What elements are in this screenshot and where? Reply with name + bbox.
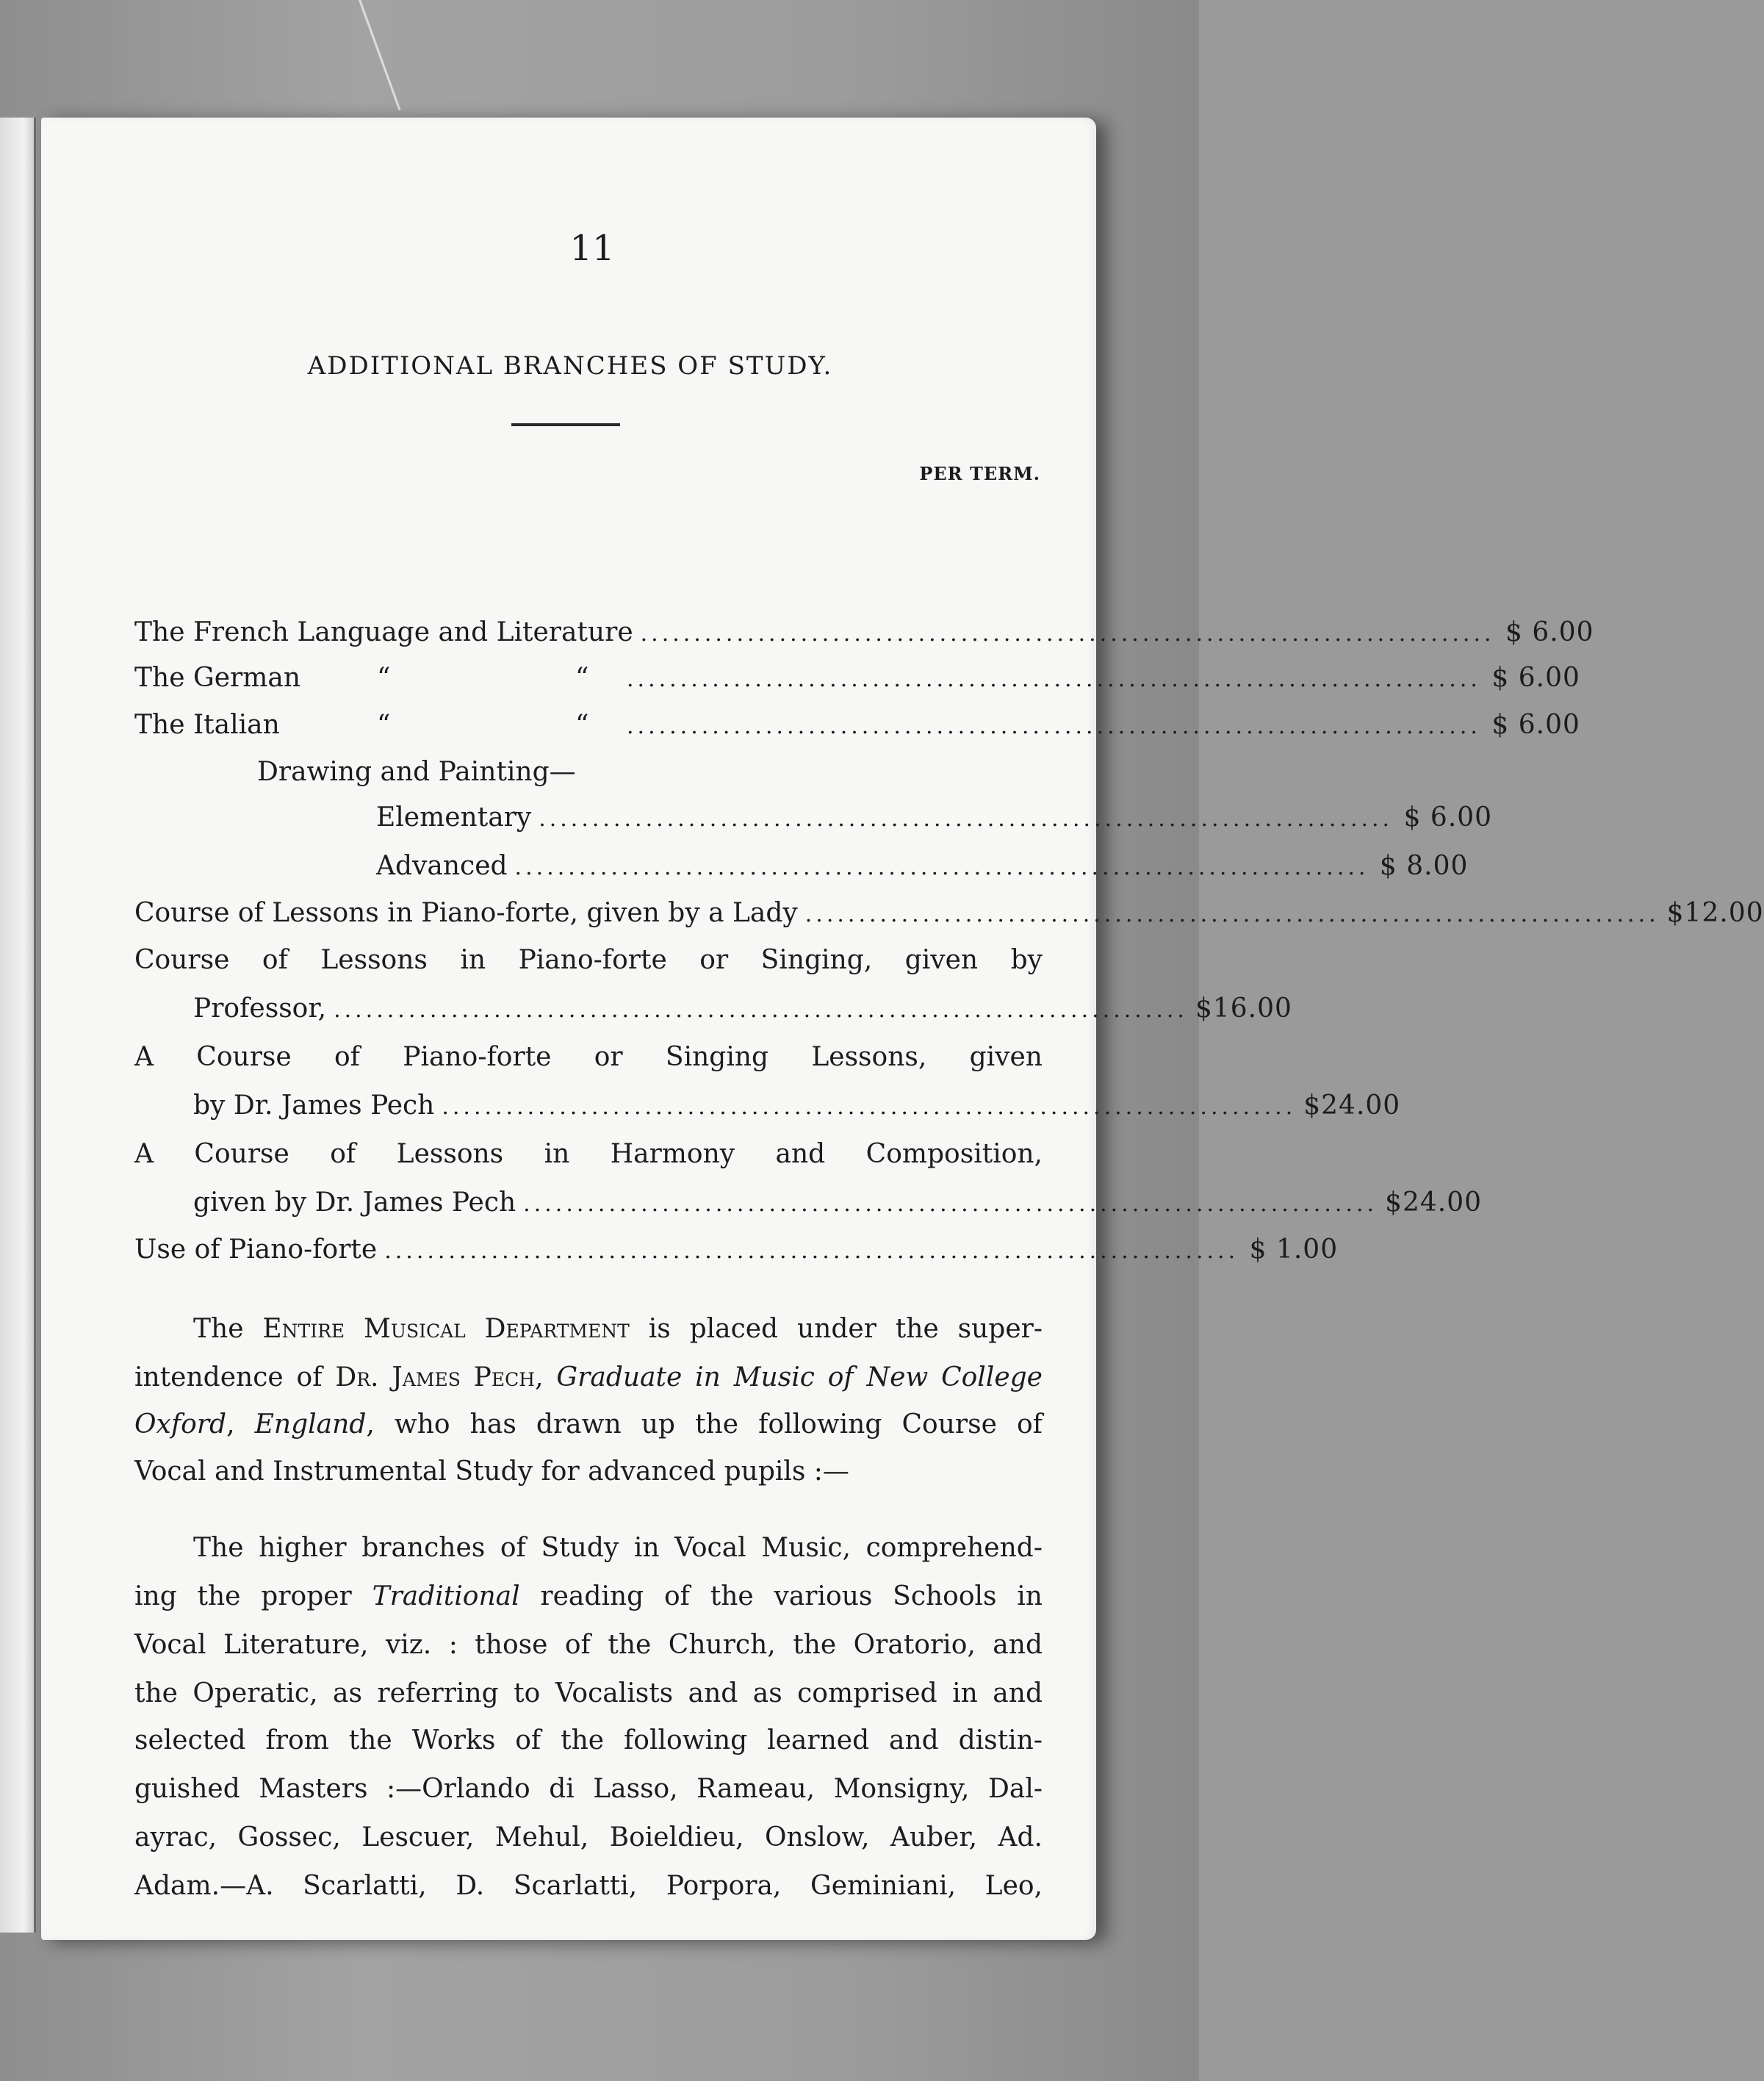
fee-label: given by Dr. James Pech xyxy=(193,1187,516,1218)
leader-dots: ................................................................................ xyxy=(523,1191,1378,1217)
fee-row-pech-lessons xyxy=(193,1090,1401,1129)
paragraph2-line5: selected from the Works of the following learned and distin- xyxy=(134,1725,1043,1755)
fee-amount: $ 6.00 xyxy=(1505,617,1594,647)
fee-row-italian xyxy=(134,710,1580,748)
fee-amount: $ 6.00 xyxy=(1491,710,1580,740)
paragraph2-line8: Adam.—A. Scarlatti, D. Scarlatti, Porpora, Geminiani, Leo, xyxy=(134,1871,1043,1901)
leader-dots: ................................................................................ xyxy=(334,997,1188,1023)
drawing-painting-subheading: Drawing and Painting— xyxy=(257,757,576,787)
page-number: 11 xyxy=(569,228,615,269)
fee-row-piano-lady xyxy=(134,898,1764,936)
ditto-mark: “ xyxy=(377,663,391,693)
fee-row-harmony xyxy=(193,1187,1483,1226)
fee-label: Course of Lessons in Piano-forte, given by a Lady xyxy=(134,898,798,928)
fee-amount: $ 6.00 xyxy=(1403,802,1493,833)
leader-dots: ................................................................................ xyxy=(384,1238,1239,1264)
fee-label: The French Language and Literature xyxy=(134,617,633,647)
leader-dots: ................................................................................ xyxy=(627,714,1481,739)
fee-amount: $ 1.00 xyxy=(1249,1234,1339,1265)
fee-row-piano-use xyxy=(134,1234,1339,1273)
fee-amount: $12.00 xyxy=(1666,898,1764,928)
fee-row-professor-line1: Course of Lessons in Piano-forte or Singing, given by xyxy=(134,945,1043,975)
paragraph2-line7: ayrac, Gossec, Lescuer, Mehul, Boieldieu, Onslow, Auber, Ad. xyxy=(134,1822,1043,1852)
leader-dots: ................................................................................ xyxy=(539,806,1394,832)
fee-row-pech-line1: A Course of Piano-forte or Singing Lessons, given xyxy=(134,1042,1043,1072)
paragraph1-line3: Oxford, England, who has drawn up the following Course of xyxy=(134,1409,1043,1440)
fee-row-advanced xyxy=(376,851,1469,889)
leader-dots: ................................................................................ xyxy=(640,621,1495,647)
fee-label: by Dr. James Pech xyxy=(193,1090,435,1121)
per-term-column-label: PER TERM. xyxy=(919,463,1040,484)
fee-label: Use of Piano-forte xyxy=(134,1234,378,1265)
ditto-mark: “ xyxy=(575,710,589,740)
fee-amount: $ 6.00 xyxy=(1491,663,1580,693)
fee-row-professor xyxy=(193,993,1292,1032)
paragraph1-line2: intendence of Dr. James Pech, Graduate in Music of New College xyxy=(134,1362,1043,1392)
paragraph2-line6: guished Masters :—Orlando di Lasso, Rameau, Monsigny, Dal- xyxy=(134,1774,1043,1804)
fee-row-french xyxy=(134,617,1594,655)
paragraph2-line2: ing the proper Traditional reading of the various Schools in xyxy=(134,1581,1043,1611)
fee-amount: $ 8.00 xyxy=(1379,851,1469,881)
fee-amount: $24.00 xyxy=(1385,1187,1483,1218)
fee-label: The German xyxy=(134,663,301,693)
ditto-mark: “ xyxy=(575,663,589,693)
leader-dots: ................................................................................ xyxy=(627,666,1481,692)
paragraph2-line1: The higher branches of Study in Vocal Music, comprehend- xyxy=(193,1533,1043,1563)
fee-row-harmony-line1: A Course of Lessons in Harmony and Composition, xyxy=(134,1139,1043,1169)
fee-label: Professor, xyxy=(193,993,327,1024)
fee-amount: $24.00 xyxy=(1303,1090,1401,1121)
fee-label: Elementary xyxy=(376,802,532,833)
leader-dots: ................................................................................ xyxy=(514,855,1369,880)
book-page xyxy=(41,118,1764,1940)
paragraph2-line4: the Operatic, as referring to Vocalists and as comprised in and xyxy=(134,1678,1043,1708)
leader-dots: ................................................................................ xyxy=(804,902,1660,927)
paragraph1-line4: Vocal and Instrumental Study for advanced pupils :— xyxy=(134,1456,849,1487)
leader-dots: ................................................................................ xyxy=(442,1094,1297,1120)
fee-label: The Italian xyxy=(134,710,280,740)
ditto-mark: “ xyxy=(377,710,391,740)
fee-row-german xyxy=(134,663,1580,701)
paragraph2-line3: Vocal Literature, viz. : those of the Church, the Oratorio, and xyxy=(134,1630,1043,1660)
fee-label: Advanced xyxy=(376,851,508,881)
previous-page-edge xyxy=(0,118,36,1933)
fee-amount: $16.00 xyxy=(1195,993,1292,1024)
paragraph1-line1: The Entire Musical Department is placed under the super- xyxy=(193,1314,1043,1344)
section-heading: ADDITIONAL BRANCHES OF STUDY. xyxy=(307,351,833,381)
heading-rule xyxy=(511,423,620,426)
fee-row-elementary xyxy=(376,802,1493,841)
